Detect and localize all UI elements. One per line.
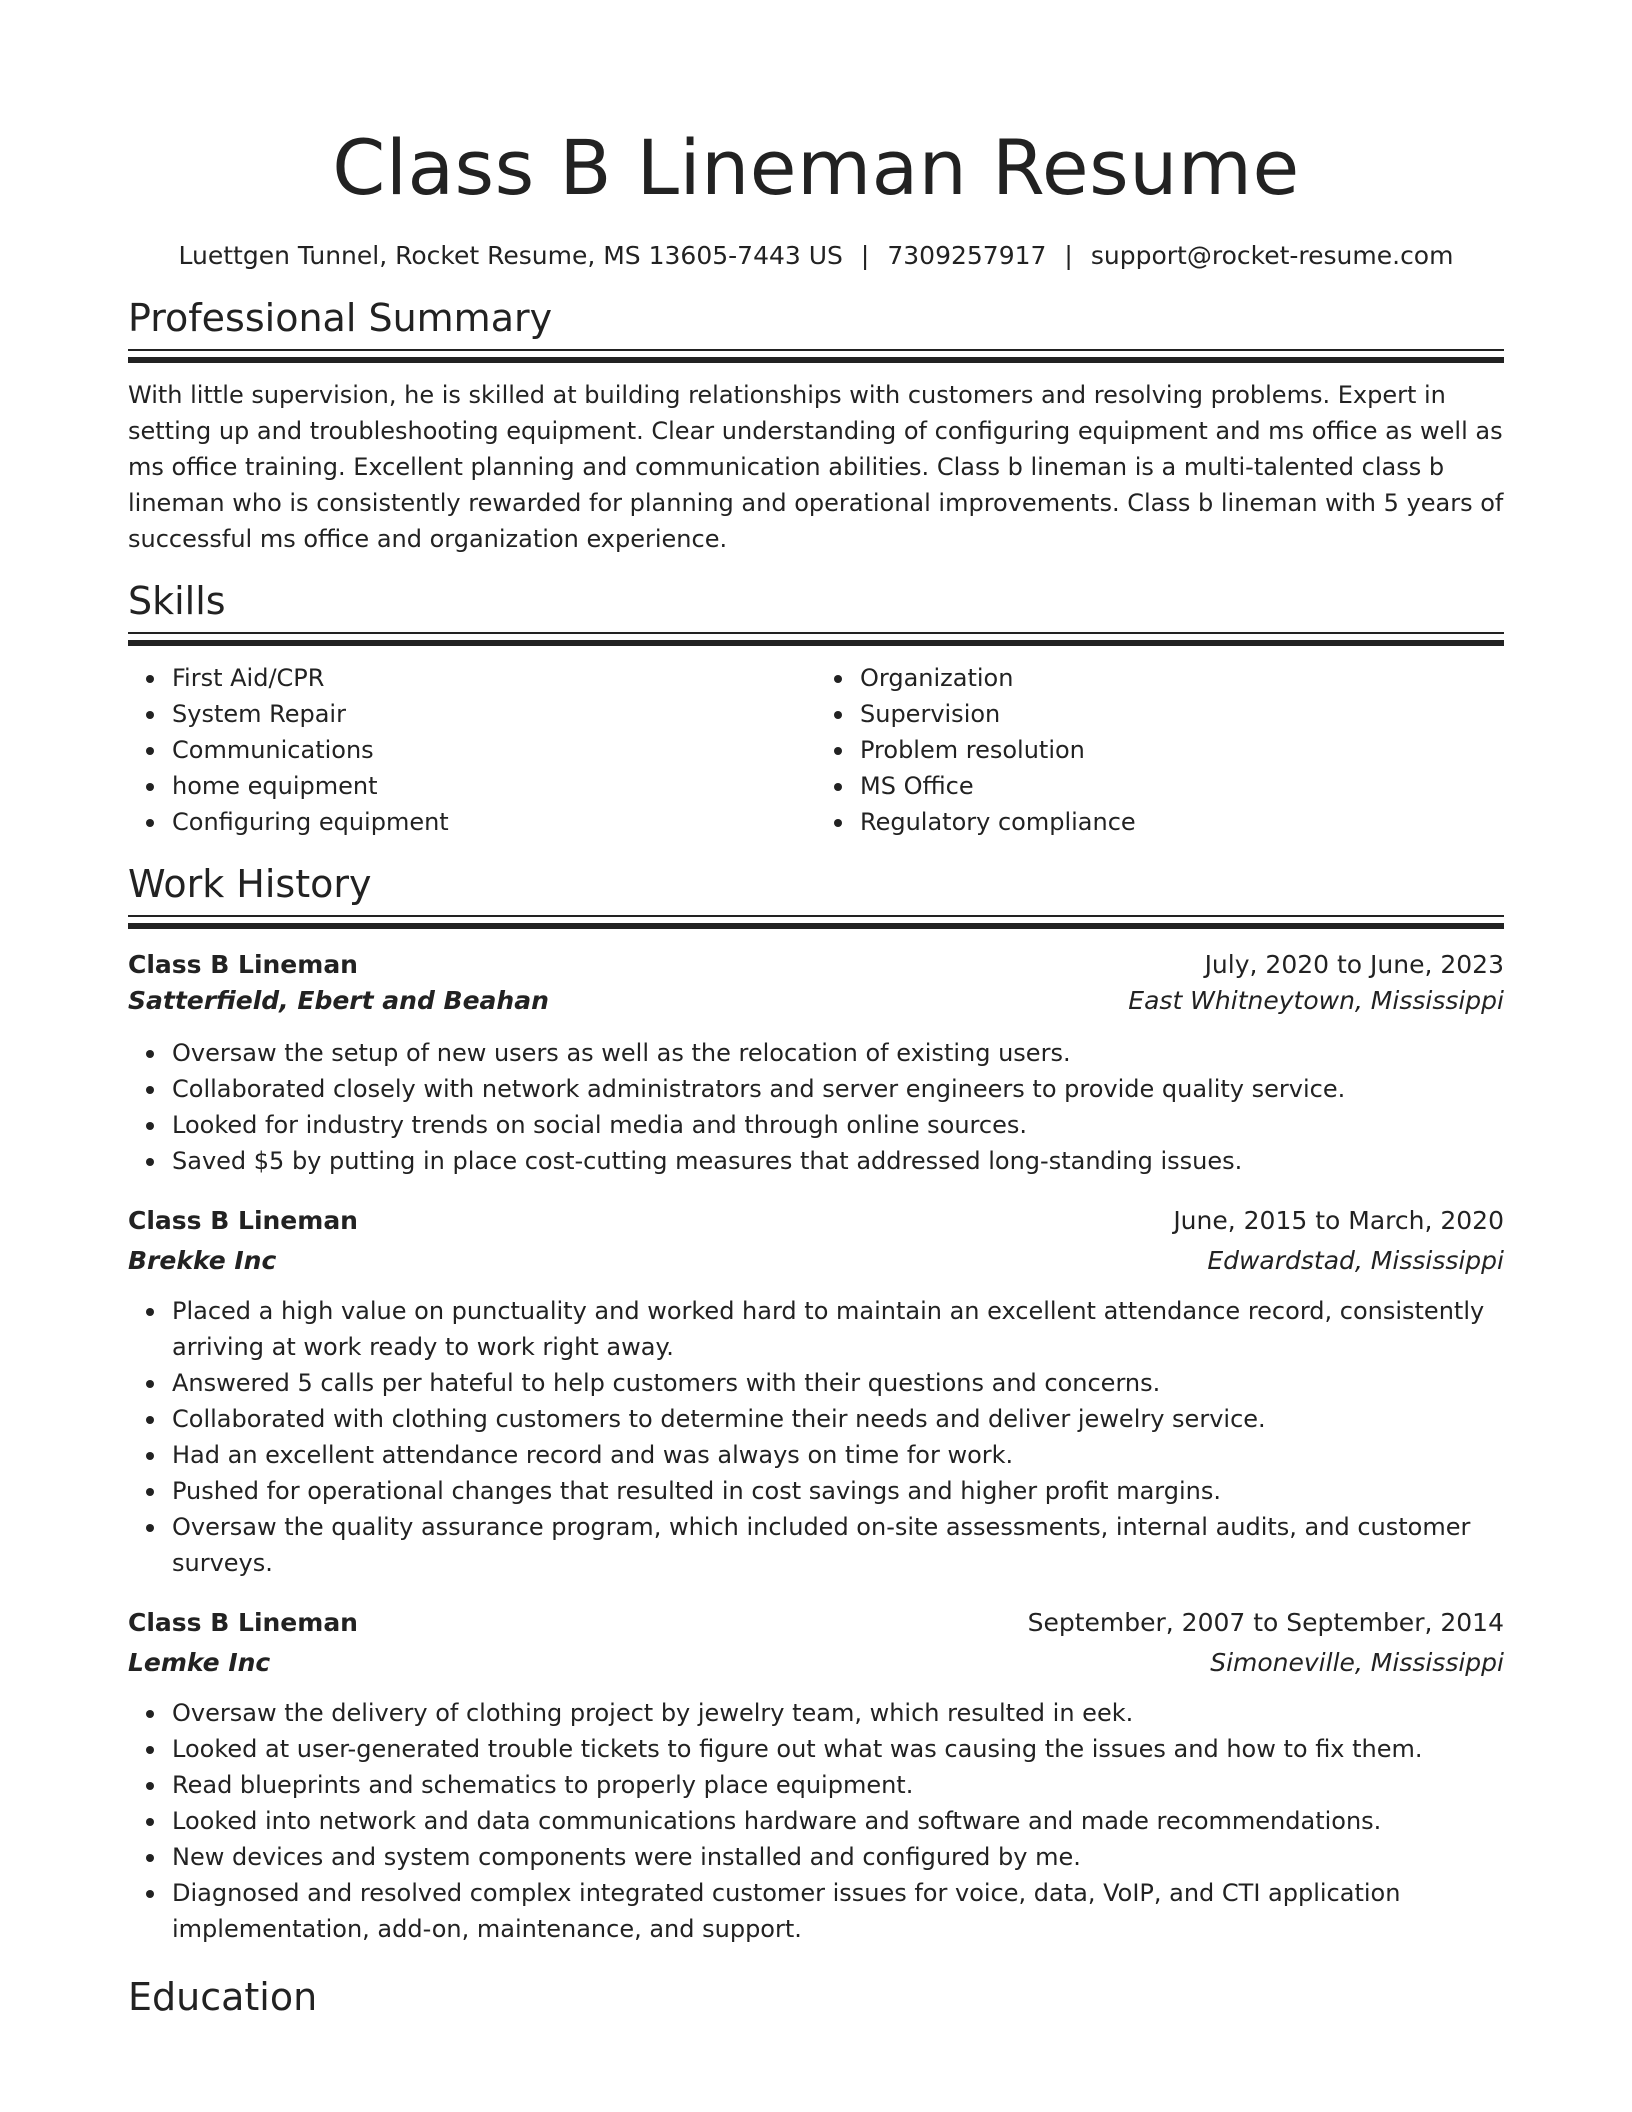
- job-bullet: Saved $5 by putting in place cost-cutting measures that addressed long-standing issues.: [172, 1143, 1504, 1179]
- skill-item: Problem resolution: [860, 732, 1504, 768]
- contact-line: [128, 240, 1504, 272]
- education-heading: Education: [128, 1975, 318, 2019]
- work-section: [128, 860, 1504, 1947]
- skills-heading: Skills: [128, 579, 226, 623]
- job-location: Edwardstad, Mississippi: [1207, 1246, 1504, 1275]
- job-company: Satterfield, Ebert and Beahan: [128, 986, 549, 1015]
- job-company-row: [128, 1243, 1504, 1279]
- job-header-row: [128, 947, 1504, 983]
- job-title: Class B Lineman: [128, 1608, 358, 1637]
- job-bullets: [128, 1035, 1504, 1179]
- job-bullet: Oversaw the setup of new users as well as the relocation of existing users.: [172, 1035, 1504, 1071]
- job-bullet: New devices and system components were installed and configured by me.: [172, 1839, 1504, 1875]
- job-bullet: Answered 5 calls per hateful to help customers with their questions and concerns.: [172, 1365, 1504, 1401]
- job-company: Lemke Inc: [128, 1648, 271, 1677]
- skill-item: home equipment: [172, 768, 816, 804]
- job-bullets: [128, 1293, 1504, 1581]
- skill-item: Configuring equipment: [172, 804, 816, 840]
- job-bullet: Placed a high value on punctuality and worked hard to maintain an excellent attendance record, consistently arriving at work ready to work right away.: [172, 1293, 1504, 1365]
- job-title: Class B Lineman: [128, 1206, 358, 1235]
- job-company: Brekke Inc: [128, 1246, 277, 1275]
- contact-address: Luettgen Tunnel, Rocket Resume, MS 13605-7443 US: [178, 241, 843, 270]
- job-company-row: [128, 1645, 1504, 1681]
- education-section: [128, 1973, 1504, 2021]
- job-dates: July, 2020 to June, 2023: [1204, 950, 1504, 979]
- job-entry: [128, 1203, 1504, 1581]
- job-bullet: Collaborated closely with network administrators and server engineers to provide quality service.: [172, 1071, 1504, 1107]
- skill-item: System Repair: [172, 696, 816, 732]
- skill-item: MS Office: [860, 768, 1504, 804]
- skill-item: First Aid/CPR: [172, 660, 816, 696]
- job-bullets: [128, 1695, 1504, 1947]
- job-bullet: Pushed for operational changes that resulted in cost savings and higher profit margins.: [172, 1473, 1504, 1509]
- skills-section: [128, 577, 1504, 840]
- job-entry: [128, 1605, 1504, 1947]
- job-bullet: Read blueprints and schematics to properly place equipment.: [172, 1767, 1504, 1803]
- contact-separator: |: [1064, 241, 1073, 270]
- job-entry: [128, 947, 1504, 1179]
- job-title: Class B Lineman: [128, 950, 358, 979]
- job-dates: September, 2007 to September, 2014: [1027, 1608, 1504, 1637]
- summary-section: [128, 294, 1504, 557]
- job-bullet: Diagnosed and resolved complex integrated customer issues for voice, data, VoIP, and CTI application implementation, add-on, maintenance, and support.: [172, 1875, 1504, 1947]
- skills-list-right: [816, 660, 1504, 840]
- job-dates: June, 2015 to March, 2020: [1173, 1206, 1504, 1235]
- job-company-row: [128, 983, 1504, 1019]
- skill-item: Regulatory compliance: [860, 804, 1504, 840]
- section-divider: [128, 349, 1504, 363]
- job-bullet: Had an excellent attendance record and was always on time for work.: [172, 1437, 1504, 1473]
- job-bullet: Looked at user-generated trouble tickets to figure out what was causing the issues and how to fix them.: [172, 1731, 1504, 1767]
- section-divider: [128, 915, 1504, 929]
- job-bullet: Looked into network and data communications hardware and software and made recommendations.: [172, 1803, 1504, 1839]
- resume-title: Class B Lineman Resume: [332, 123, 1300, 212]
- skills-grid: [128, 660, 1504, 840]
- summary-heading: Professional Summary: [128, 296, 553, 340]
- resume-page: [128, 0, 1504, 2021]
- job-location: Simoneville, Mississippi: [1210, 1648, 1504, 1677]
- work-heading: Work History: [128, 862, 372, 906]
- summary-text: With little supervision, he is skilled at building relationships with customers and resolving problems. Expert in setting up and troubleshooting equipment. Clear understanding of configuring equipment and ms office as well as ms office training. Excellent planning and communication abilities. Class b lineman is a multi-talented class b lineman who is consistently rewarded for planning and operational improvements. Class b lineman with 5 years of successful ms office and organization experience.: [128, 381, 1504, 553]
- skills-list-left: [128, 660, 816, 840]
- section-divider: [128, 632, 1504, 646]
- job-bullet: Oversaw the delivery of clothing project by jewelry team, which resulted in eek.: [172, 1695, 1504, 1731]
- contact-email: support@rocket-resume.com: [1090, 241, 1454, 270]
- skill-item: Supervision: [860, 696, 1504, 732]
- job-bullet: Collaborated with clothing customers to determine their needs and deliver jewelry service.: [172, 1401, 1504, 1437]
- job-header-row: [128, 1203, 1504, 1239]
- skill-item: Communications: [172, 732, 816, 768]
- job-bullet: Oversaw the quality assurance program, which included on-site assessments, internal audits, and customer surveys.: [172, 1509, 1504, 1581]
- contact-phone: 7309257917: [887, 241, 1047, 270]
- job-location: East Whitneytown, Mississippi: [1128, 986, 1504, 1015]
- contact-separator: |: [860, 241, 870, 270]
- skill-item: Organization: [860, 660, 1504, 696]
- job-bullet: Looked for industry trends on social media and through online sources.: [172, 1107, 1504, 1143]
- job-header-row: [128, 1605, 1504, 1641]
